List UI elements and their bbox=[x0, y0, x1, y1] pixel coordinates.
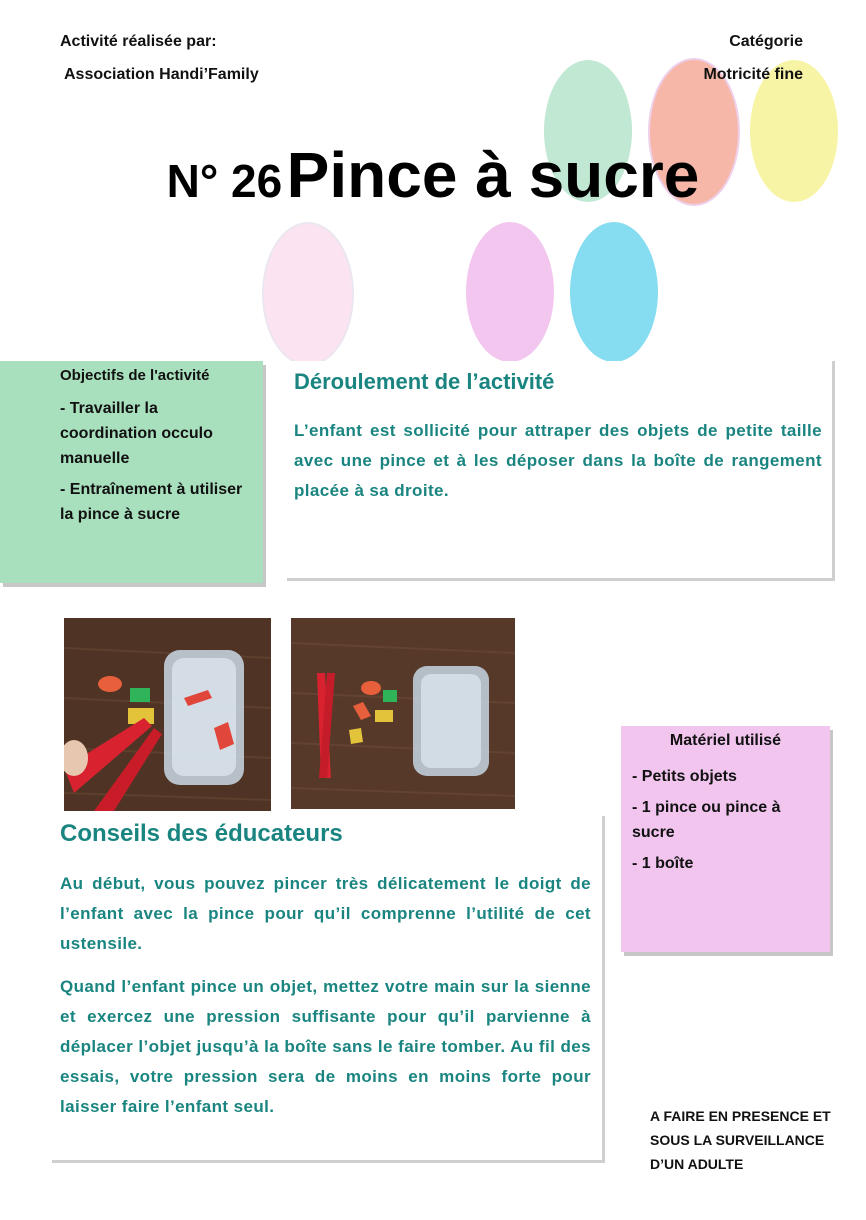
material-item: - Petits objets bbox=[632, 768, 737, 785]
procedure-box bbox=[287, 361, 835, 581]
activity-photo-1 bbox=[64, 618, 271, 811]
objective-item: - Travailler la coordination occulo manuelle bbox=[60, 400, 213, 467]
author-label: Activité réalisée par: bbox=[60, 33, 217, 50]
activity-number: N° 26 bbox=[166, 155, 283, 207]
procedure-heading: Déroulement de l’activité bbox=[294, 369, 555, 394]
decorative-oval-light-pink bbox=[262, 222, 354, 366]
advice-paragraph-1: Au début, vous pouvez pincer très délicatement le doigt de l’enfant avec la pince pour qu’il comprenne l’utilité de cet ustensile. bbox=[60, 874, 591, 953]
decorative-oval-pink bbox=[466, 222, 554, 362]
activity-name: Pince à sucre bbox=[286, 139, 700, 211]
objectives-box bbox=[0, 361, 263, 583]
material-item: - 1 pince ou pince à sucre bbox=[632, 799, 781, 841]
material-item: - 1 boîte bbox=[632, 855, 694, 872]
author-name: Association Handi’Family bbox=[64, 66, 259, 83]
advice-box bbox=[52, 816, 605, 1163]
procedure-text: L’enfant est sollicité pour attraper des objets de petite taille avec une pince et à les déposer dans la boîte de rangement placée à sa droite. bbox=[294, 421, 822, 500]
objectives-heading: Objectifs de l'activité bbox=[60, 367, 210, 384]
objective-item: - Entraînement à utiliser la pince à sucre bbox=[60, 481, 243, 523]
advice-paragraph-2: Quand l’enfant pince un objet, mettez votre main sur la sienne et exercez une pression suffisante pour qu’il parvienne à déplacer l’objet jusqu’à la boîte sans le faire tomber. Au fil des essais, votre pression sera de moins en moins forte pour laisser faire l’enfant seul. bbox=[60, 977, 591, 1116]
page-title bbox=[0, 138, 866, 212]
decorative-oval-cyan bbox=[570, 222, 658, 362]
advice-heading: Conseils des éducateurs bbox=[60, 820, 343, 847]
materials-heading: Matériel utilisé bbox=[669, 732, 782, 749]
materials-box bbox=[621, 726, 830, 952]
safety-warning: A FAIRE EN PRESENCE ET SOUS LA SURVEILLANCE D’UN ADULTE bbox=[650, 1108, 831, 1172]
category-value: Motricité fine bbox=[703, 66, 803, 83]
category-label: Catégorie bbox=[729, 33, 803, 50]
activity-photo-2 bbox=[291, 618, 515, 809]
